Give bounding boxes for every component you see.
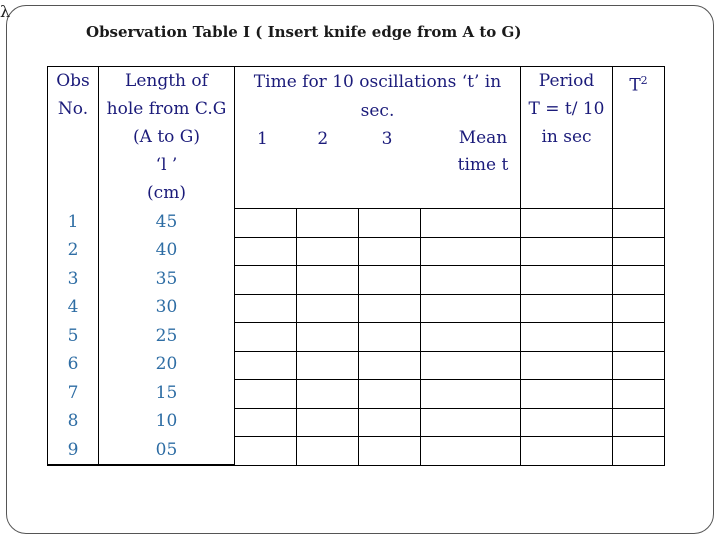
period-cell [521, 323, 613, 352]
trial-3-cell [359, 408, 421, 437]
t2-cell [613, 323, 665, 352]
trial-1-cell [235, 237, 297, 266]
period-cell [521, 351, 613, 380]
table-row [48, 437, 665, 466]
obs-cell: 3 [48, 266, 99, 295]
mean-cell [421, 209, 521, 238]
length-cell: 20 [99, 351, 235, 380]
lambda-symbol: λ [0, 2, 11, 21]
length-cell: 25 [99, 323, 235, 352]
period-cell [521, 266, 613, 295]
trial-3-cell [359, 294, 421, 323]
mean-cell [421, 237, 521, 266]
header-length-line: hole from C.G [106, 99, 227, 119]
table-title: Observation Table I ( Insert knife edge from A to G) [86, 23, 522, 41]
mean-cell [421, 408, 521, 437]
period-cell [521, 437, 613, 466]
period-cell [521, 408, 613, 437]
obs-cell: 2 [48, 237, 99, 266]
trial-3-cell [359, 437, 421, 466]
table-row [48, 266, 665, 295]
mean-cell [421, 294, 521, 323]
obs-cell: 8 [48, 408, 99, 437]
trial-1-cell [235, 437, 297, 466]
table-row [48, 209, 665, 238]
trial-2-label: 2 [317, 129, 329, 149]
t2-cell [613, 351, 665, 380]
t2-cell [613, 294, 665, 323]
obs-cell: 6 [48, 351, 99, 380]
length-cell: 05 [99, 437, 235, 466]
mean-cell [421, 266, 521, 295]
obs-cell: 4 [48, 294, 99, 323]
trial-3-cell [359, 323, 421, 352]
period-cell [521, 294, 613, 323]
trial-2-cell [297, 294, 359, 323]
observation-table [47, 66, 665, 466]
trial-1-cell [235, 323, 297, 352]
trial-2-cell [297, 266, 359, 295]
trial-1-cell [235, 209, 297, 238]
trial-1-cell [235, 266, 297, 295]
header-length-line: (cm) [147, 183, 186, 203]
header-time [235, 67, 521, 209]
header-obs-no [48, 67, 99, 209]
header-length-line: Length of [125, 71, 208, 91]
trial-3-cell [359, 237, 421, 266]
length-cell: 45 [99, 209, 235, 238]
table-row [48, 351, 665, 380]
length-cell: 15 [99, 380, 235, 409]
trial-1-cell [235, 380, 297, 409]
trial-1-cell [235, 408, 297, 437]
header-period-line: in sec [541, 127, 592, 147]
trial-3-label: 3 [381, 129, 393, 149]
trial-2-cell [297, 380, 359, 409]
table-row [48, 380, 665, 409]
trial-1-cell [235, 294, 297, 323]
obs-cell: 7 [48, 380, 99, 409]
table-row [48, 323, 665, 352]
t2-base: T [629, 75, 641, 96]
trial-2-cell [297, 351, 359, 380]
header-length [99, 67, 235, 209]
header-period-line: T = t/ 10 [528, 99, 605, 119]
table-row [48, 237, 665, 266]
t2-cell [613, 408, 665, 437]
header-t-squared [613, 67, 665, 209]
trial-3-cell [359, 351, 421, 380]
header-obs-line: No. [57, 99, 89, 119]
period-cell [521, 380, 613, 409]
trial-2-cell [297, 237, 359, 266]
header-length-line: ‘l ’ [155, 155, 178, 175]
obs-cell: 1 [48, 209, 99, 238]
length-cell: 30 [99, 294, 235, 323]
trial-3-cell [359, 209, 421, 238]
trial-3-cell [359, 380, 421, 409]
length-cell: 35 [99, 266, 235, 295]
mean-cell [421, 351, 521, 380]
length-cell: 10 [99, 408, 235, 437]
t2-cell [613, 266, 665, 295]
header-time-line: Time for 10 oscillations ‘t’ in [253, 72, 502, 92]
header-row [48, 67, 665, 209]
t2-cell [613, 237, 665, 266]
mean-time-label [456, 125, 510, 179]
t2-cell [613, 437, 665, 466]
period-cell [521, 209, 613, 238]
header-obs-line: Obs [56, 71, 90, 91]
mean-cell [421, 323, 521, 352]
table-row [48, 408, 665, 437]
trial-2-cell [297, 323, 359, 352]
t2-cell [613, 209, 665, 238]
mean-line: Mean [458, 128, 508, 148]
obs-cell: 5 [48, 323, 99, 352]
trial-headers [235, 125, 520, 179]
header-length-line: (A to G) [133, 127, 200, 147]
trial-2-cell [297, 209, 359, 238]
t2-cell [613, 380, 665, 409]
trial-2-cell [297, 437, 359, 466]
header-period [521, 67, 613, 209]
header-time-line: sec. [360, 101, 395, 121]
mean-line: time t [457, 155, 509, 175]
header-period-line: Period [538, 71, 595, 91]
t2-exponent: 2 [640, 74, 648, 87]
mean-cell [421, 437, 521, 466]
period-cell [521, 237, 613, 266]
trial-2-cell [297, 408, 359, 437]
mean-cell [421, 380, 521, 409]
trial-1-cell [235, 351, 297, 380]
trial-1-label: 1 [257, 129, 268, 149]
table-row [48, 294, 665, 323]
length-cell: 40 [99, 237, 235, 266]
trial-3-cell [359, 266, 421, 295]
obs-cell: 9 [48, 437, 99, 466]
